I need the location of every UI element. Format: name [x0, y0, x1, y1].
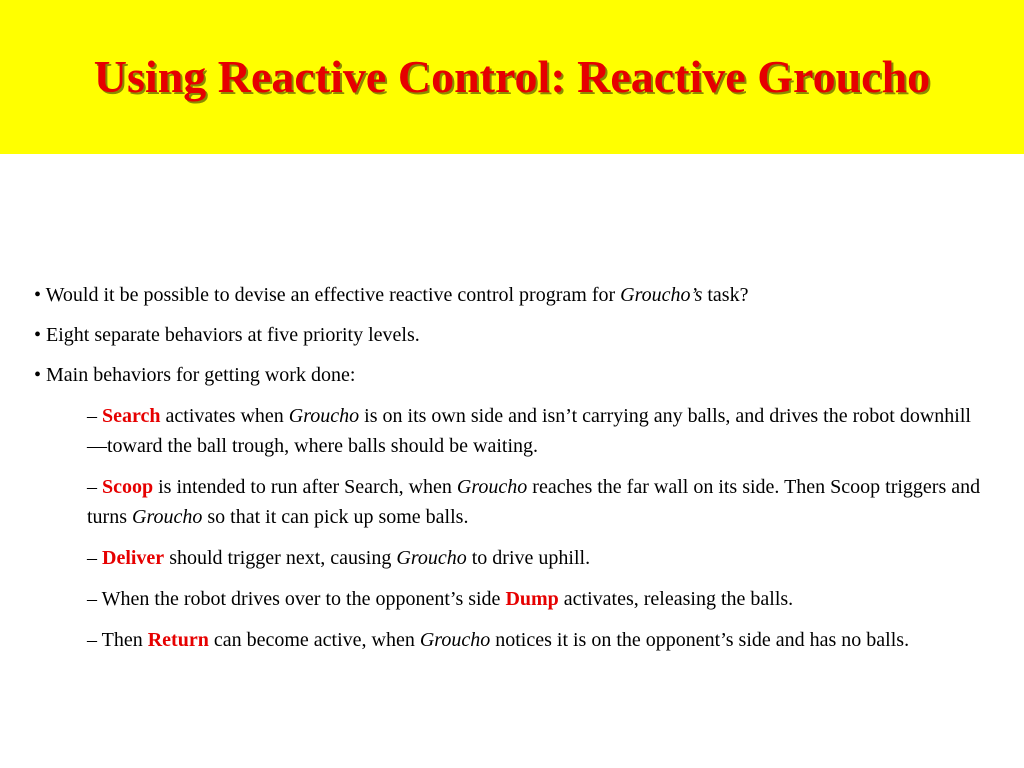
slide-body [34, 281, 984, 666]
keyword-search: Search [102, 405, 161, 427]
keyword-deliver: Deliver [102, 547, 165, 569]
behavior-search: – Search activates when Groucho is on its own side and isn’t carrying any balls, and drives the robot downhill—toward the ball trough, where balls should be waiting. [87, 405, 971, 457]
bullet-behaviors-count: • Eight separate behaviors at five priority levels. [34, 324, 420, 346]
keyword-return: Return [147, 629, 209, 651]
behavior-deliver: – Deliver should trigger next, causing Groucho to drive uphill. [87, 547, 591, 569]
keyword-dump: Dump [505, 588, 559, 610]
behavior-scoop: – Scoop is intended to run after Search, when Groucho reaches the far wall on its side. Then Scoop triggers and turns Groucho so that it can pick up some balls. [87, 476, 981, 528]
keyword-scoop: Scoop [102, 476, 154, 498]
bullet-question: • Would it be possible to devise an effective reactive control program for Groucho’s task? [34, 284, 749, 306]
behavior-return: – Then Return can become active, when Groucho notices it is on the opponent’s side and has no balls. [87, 629, 910, 651]
slide-title: Using Reactive Control: Reactive Groucho [93, 51, 931, 102]
bullet-main-behaviors: • Main behaviors for getting work done: [34, 364, 356, 386]
behavior-dump: – When the robot drives over to the opponent’s side Dump activates, releasing the balls. [87, 588, 794, 610]
title-bar [0, 0, 1024, 154]
